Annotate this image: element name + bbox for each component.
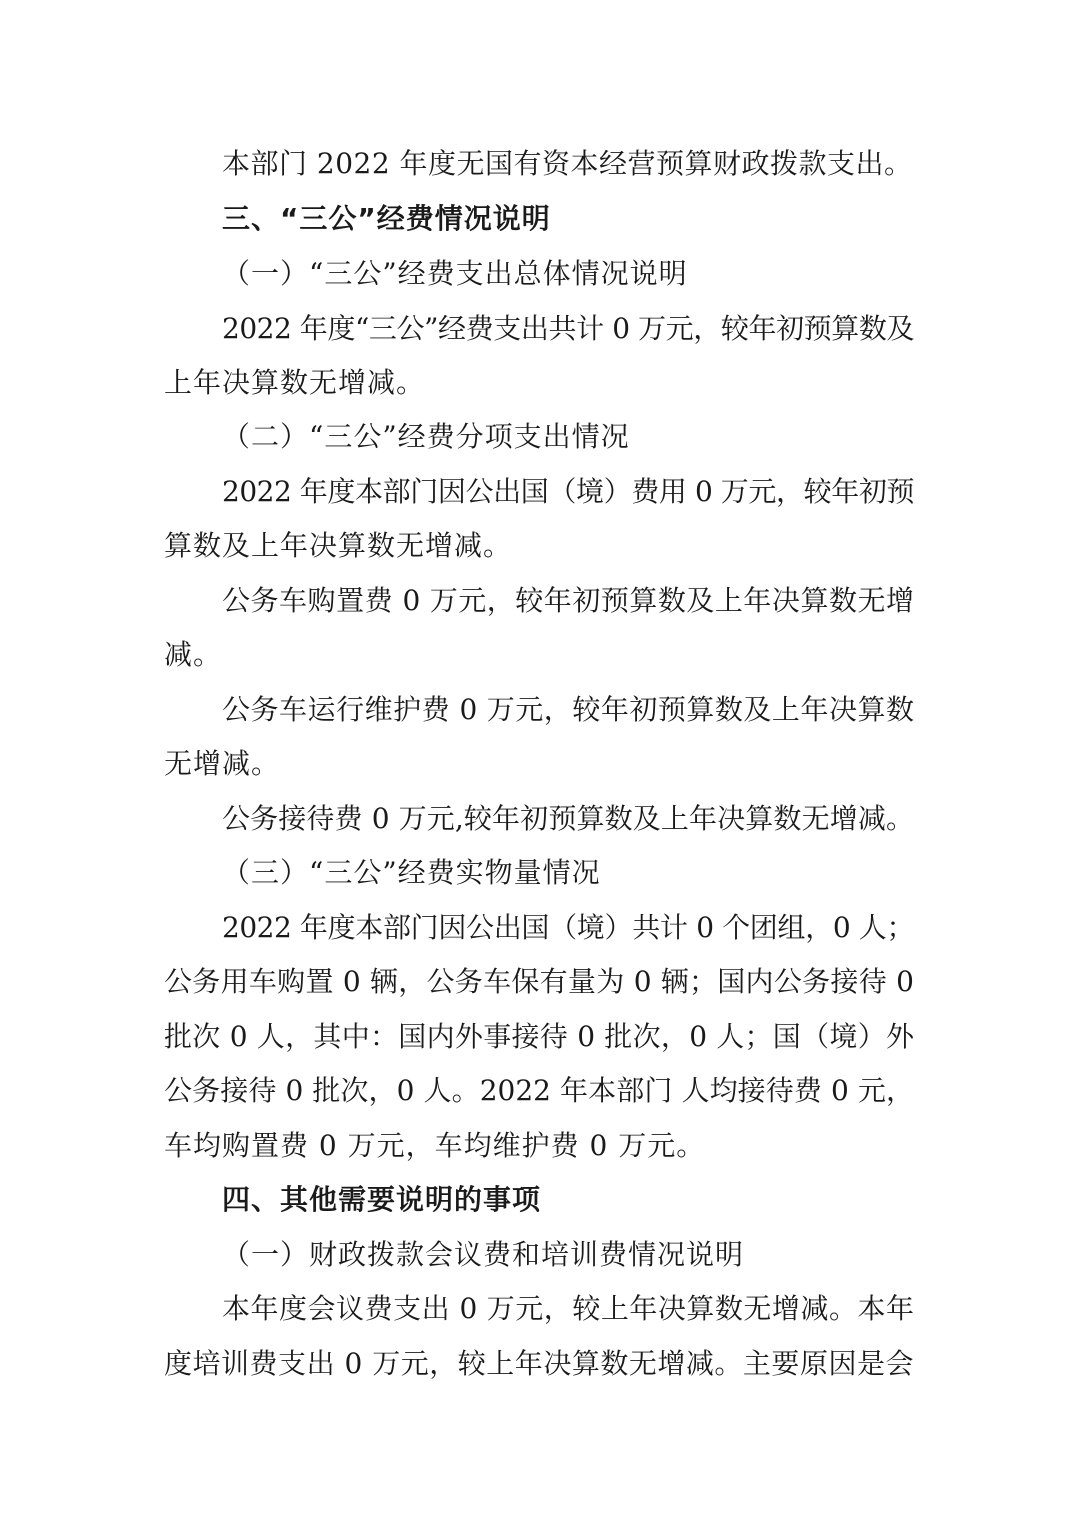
paragraph-line: 公务接待 0 批次，0 人。2022 年本部门 人均接待费 0 元， — [164, 1074, 914, 1107]
subheading-3-2: （二）“三公”经费分项支出情况 — [222, 420, 630, 453]
section-heading-3: 三、“三公”经费情况说明 — [222, 202, 551, 235]
subheading-3-1: （一）“三公”经费支出总体情况说明 — [222, 257, 688, 290]
paragraph-line: 批次 0 人，其中：国内外事接待 0 批次，0 人；国（境）外 — [164, 1020, 914, 1053]
paragraph-line: 2022 年度本部门因公出国（境）费用 0 万元，较年初预 — [222, 475, 914, 508]
paragraph-line: 减。 — [164, 638, 223, 671]
section-heading-4: 四、其他需要说明的事项 — [222, 1183, 542, 1216]
paragraph-line: 2022 年度本部门因公出国（境）共计 0 个团组，0 人； — [222, 911, 914, 944]
subheading-4-1: （一）财政拨款会议费和培训费情况说明 — [222, 1238, 745, 1271]
paragraph-line: 公务接待费 0 万元,较年初预算数及上年决算数无增减。 — [222, 802, 914, 835]
paragraph-line: 算数及上年决算数无增减。 — [164, 529, 513, 562]
paragraph-line: 本年度会议费支出 0 万元，较上年决算数无增减。本年 — [222, 1292, 914, 1325]
paragraph-line: 2022 年度“三公”经费支出共计 0 万元，较年初预算数及 — [222, 312, 914, 345]
paragraph-line: 无增减。 — [164, 747, 281, 780]
paragraph-line: 公务车运行维护费 0 万元，较年初预算数及上年决算数 — [222, 693, 914, 726]
paragraph-line: 公务用车购置 0 辆，公务车保有量为 0 辆；国内公务接待 0 — [164, 965, 914, 998]
paragraph-line: 车均购置费 0 万元，车均维护费 0 万元。 — [164, 1129, 706, 1162]
subheading-3-3: （三）“三公”经费实物量情况 — [222, 856, 601, 889]
paragraph-line: 度培训费支出 0 万元，较上年决算数无增减。主要原因是会 — [164, 1347, 914, 1380]
paragraph-line: 公务车购置费 0 万元，较年初预算数及上年决算数无增 — [222, 584, 914, 617]
paragraph-line: 上年决算数无增减。 — [164, 366, 426, 399]
paragraph-line: 本部门 2022 年度无国有资本经营预算财政拨款支出。 — [222, 147, 913, 180]
